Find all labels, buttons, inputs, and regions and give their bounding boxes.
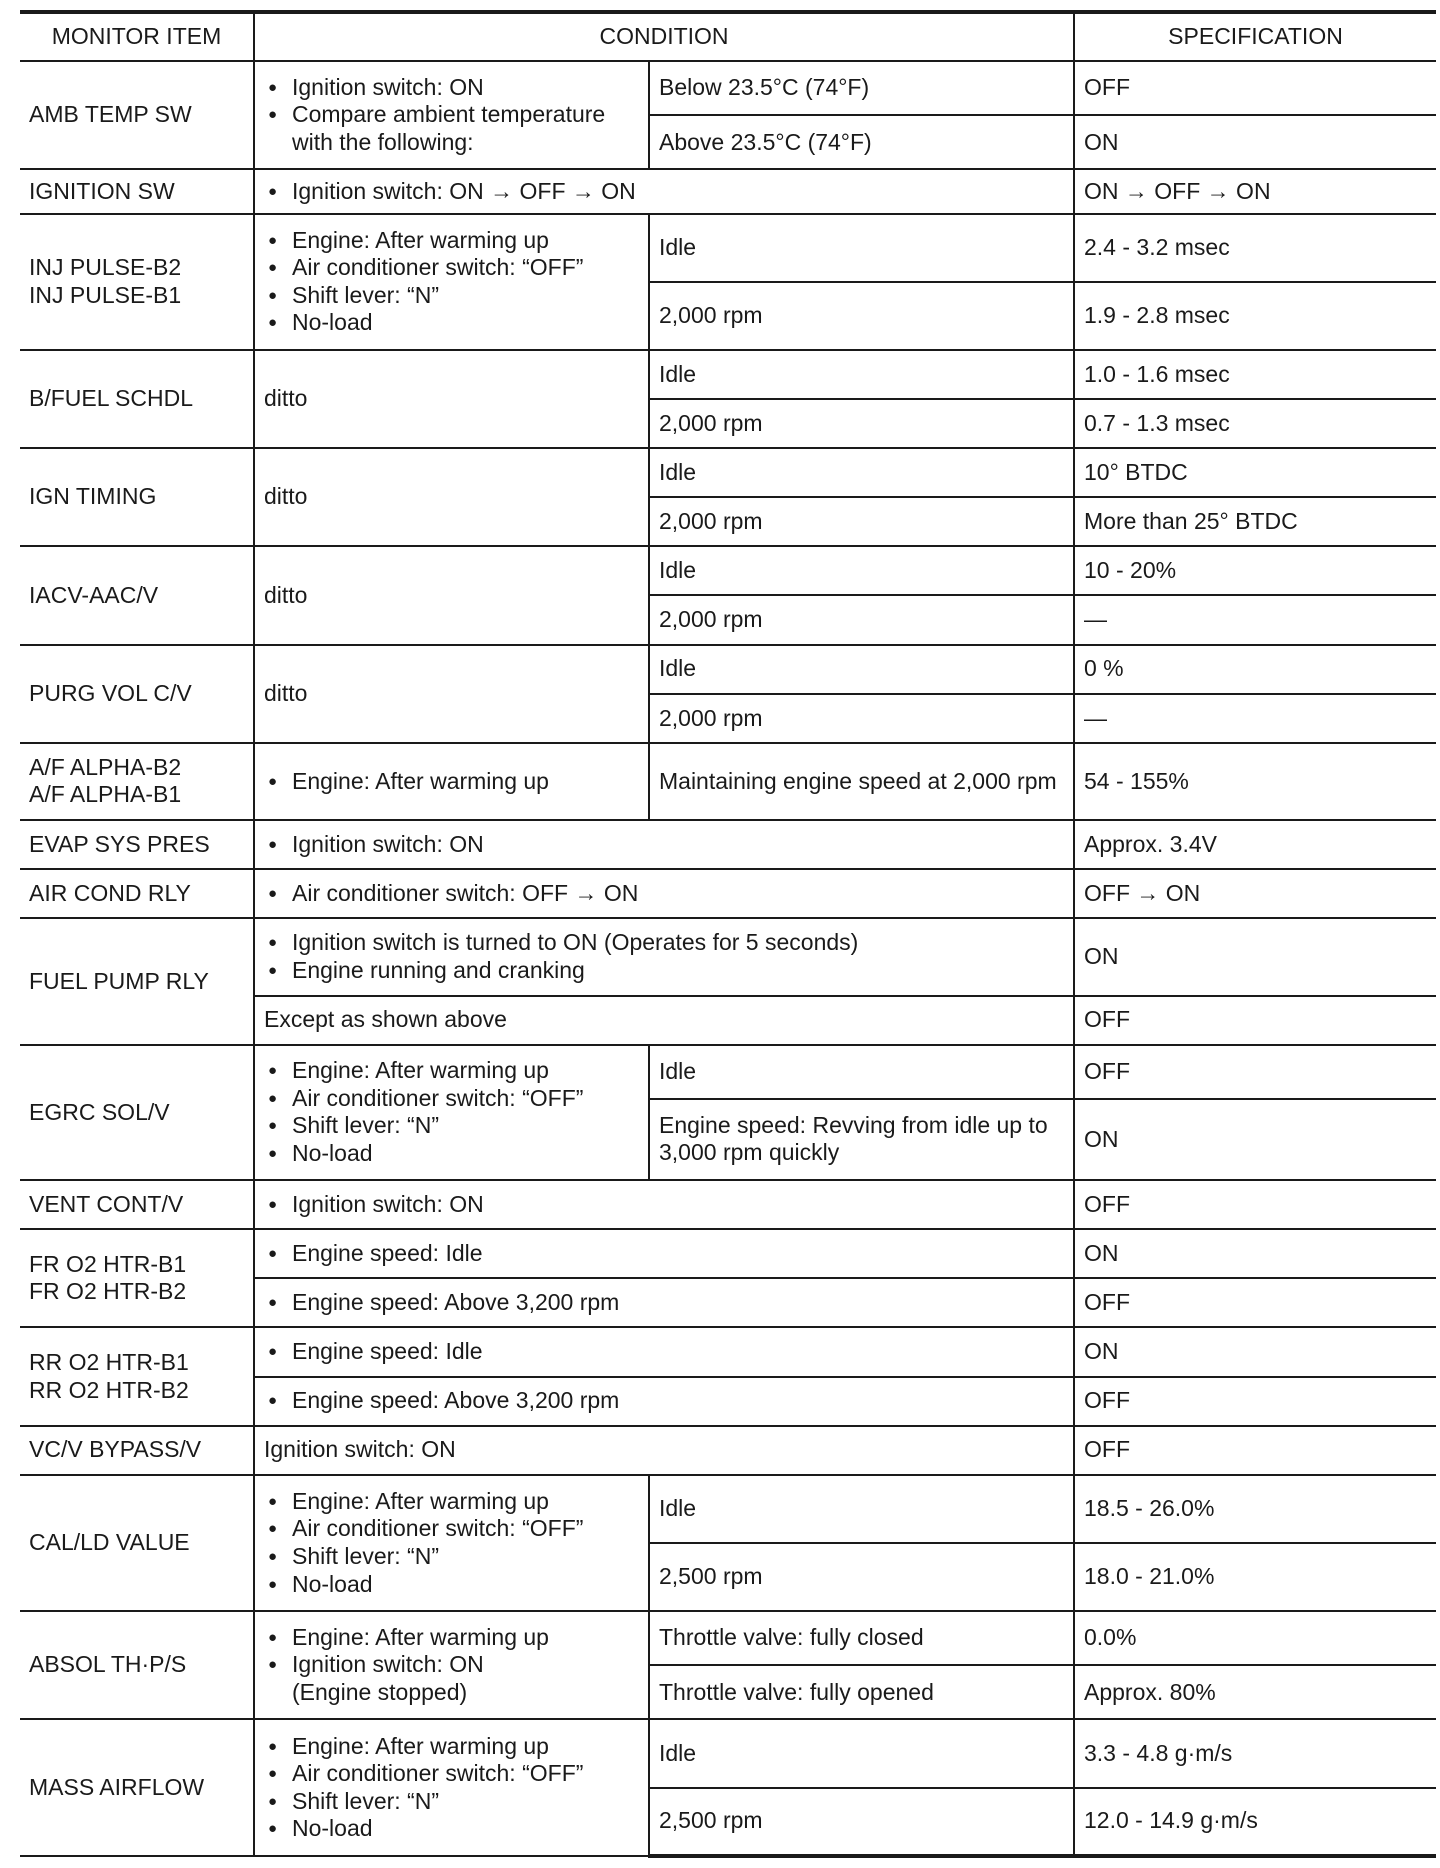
table-row (20, 350, 1436, 399)
monitor-item-line: FR O2 HTR-B1 (29, 1250, 187, 1277)
condition-line: ● Ignition switch: ON → OFF → ON (264, 178, 1064, 206)
header-condition: CONDITION (254, 12, 1074, 61)
condition-line: ● Engine speed: Above 3,200 rpm (264, 1387, 1064, 1415)
monitor-item: EVAP SYS PRES (20, 820, 254, 869)
condition-line: ● Ignition switch: ON (264, 831, 1064, 859)
condition-cell (254, 214, 649, 350)
condition-cell (254, 1327, 1074, 1376)
condition-ditto: ditto (254, 448, 649, 546)
monitor-item (20, 743, 254, 820)
condition-line: ● Engine: After warming up (264, 1624, 639, 1652)
monitor-item: IGN TIMING (20, 448, 254, 546)
monitor-item: EGRC SOL/V (20, 1045, 254, 1180)
sub-condition: 2,000 rpm (649, 282, 1074, 350)
specification: OFF (1074, 1180, 1436, 1229)
specification: OFF → ON (1074, 869, 1436, 918)
condition-cell (254, 869, 1074, 918)
table-row (20, 61, 1436, 115)
condition-cell (254, 743, 649, 820)
condition-line: ● Shift lever: “N” (264, 1112, 639, 1140)
condition-ditto: ditto (254, 645, 649, 743)
specification: Approx. 80% (1074, 1665, 1436, 1719)
condition-line: ● Engine speed: Idle (264, 1338, 1064, 1366)
condition-cell (254, 1377, 1074, 1426)
specification: 10° BTDC (1074, 448, 1436, 497)
condition-line: ● Ignition switch: ON (264, 74, 639, 102)
sub-condition: Idle (649, 645, 1074, 694)
table-row (20, 1475, 1436, 1543)
condition-cell (254, 169, 1074, 213)
specification: 54 - 155% (1074, 743, 1436, 820)
specification: ON (1074, 1229, 1436, 1278)
monitor-item-table (20, 10, 1436, 1858)
condition-cell (254, 820, 1074, 869)
condition-line: ● Shift lever: “N” (264, 1543, 639, 1571)
table-row (20, 918, 1436, 995)
monitor-item-line: A/F ALPHA-B2 (29, 753, 182, 780)
monitor-item-line: INJ PULSE-B1 (29, 281, 182, 308)
condition-line: ● Shift lever: “N” (264, 282, 639, 310)
condition-line: ● No-load (264, 1815, 639, 1843)
condition-cell (254, 1278, 1074, 1327)
table-row (20, 820, 1436, 869)
monitor-item: VC/V BYPASS/V (20, 1426, 254, 1475)
sub-condition: Idle (649, 350, 1074, 399)
sub-condition: Idle (649, 214, 1074, 282)
specification: 18.0 - 21.0% (1074, 1543, 1436, 1611)
condition-line: ● Ignition switch is turned to ON (Operates for 5 seconds) (264, 929, 1064, 957)
table-row (20, 1045, 1436, 1099)
monitor-item: CAL/LD VALUE (20, 1475, 254, 1611)
specification: 18.5 - 26.0% (1074, 1475, 1436, 1543)
condition-line: ● Engine: After warming up (264, 1733, 639, 1761)
sub-condition: Idle (649, 546, 1074, 595)
condition-line: ● Engine running and cranking (264, 957, 1064, 985)
monitor-item: FUEL PUMP RLY (20, 918, 254, 1044)
sub-condition: 2,000 rpm (649, 497, 1074, 546)
monitor-item: B/FUEL SCHDL (20, 350, 254, 448)
condition-line: with the following: (292, 129, 474, 156)
table-row (20, 1426, 1436, 1475)
specification: OFF (1074, 1278, 1436, 1327)
specification: — (1074, 595, 1436, 644)
specification: ON (1074, 1099, 1436, 1180)
table-row (20, 1719, 1436, 1787)
monitor-item (20, 1327, 254, 1425)
specification: OFF (1074, 996, 1436, 1045)
condition-ditto: ditto (254, 546, 649, 644)
sub-condition: 2,500 rpm (649, 1543, 1074, 1611)
sub-condition: 2,500 rpm (649, 1788, 1074, 1856)
specification: 12.0 - 14.9 g·m/s (1074, 1788, 1436, 1856)
sub-condition: 2,000 rpm (649, 595, 1074, 644)
condition-line: ● Ignition switch: ON (264, 1651, 639, 1679)
condition-line: ● Engine speed: Above 3,200 rpm (264, 1289, 1064, 1317)
specification: OFF (1074, 61, 1436, 115)
monitor-item-line: A/F ALPHA-B1 (29, 781, 182, 808)
condition-line: ● Air conditioner switch: “OFF” (264, 1085, 639, 1113)
sub-condition: 2,000 rpm (649, 694, 1074, 743)
header-specification: SPECIFICATION (1074, 12, 1436, 61)
specification: OFF (1074, 1426, 1436, 1475)
table-row (20, 214, 1436, 282)
specification: 0.7 - 1.3 msec (1074, 399, 1436, 448)
sub-condition: Throttle valve: fully opened (649, 1665, 1074, 1719)
table-row (20, 1611, 1436, 1665)
monitor-item: AIR COND RLY (20, 869, 254, 918)
condition-line: ● Air conditioner switch: “OFF” (264, 1515, 639, 1543)
monitor-item-line: RR O2 HTR-B1 (29, 1348, 189, 1375)
sub-condition: Idle (649, 448, 1074, 497)
specification: ON (1074, 918, 1436, 995)
condition-line: ● No-load (264, 1571, 639, 1599)
condition-line: ● Air conditioner switch: OFF → ON (264, 880, 1064, 908)
condition-line: ● Shift lever: “N” (264, 1788, 639, 1816)
sub-condition: Above 23.5°C (74°F) (649, 115, 1074, 169)
condition-line: ● Ignition switch: ON (264, 1191, 1064, 1219)
condition-line: ● No-load (264, 1140, 639, 1168)
specification: 2.4 - 3.2 msec (1074, 214, 1436, 282)
monitor-item (20, 1229, 254, 1327)
condition-cell (254, 1611, 649, 1719)
monitor-item: PURG VOL C/V (20, 645, 254, 743)
sub-condition: Throttle valve: fully closed (649, 1611, 1074, 1665)
table-row (20, 645, 1436, 694)
condition-line: ● Air conditioner switch: “OFF” (264, 254, 639, 282)
specification: 0.0% (1074, 1611, 1436, 1665)
condition-cell (254, 61, 649, 169)
table-row (20, 448, 1436, 497)
sub-condition: Engine speed: Revving from idle up to 3,000 rpm quickly (649, 1099, 1074, 1180)
condition-line: ● Compare ambient temperature (264, 101, 639, 129)
condition-line: ● Engine: After warming up (264, 768, 639, 796)
sub-condition: Maintaining engine speed at 2,000 rpm (649, 743, 1074, 820)
table-row (20, 743, 1436, 820)
sub-condition: Idle (649, 1045, 1074, 1099)
condition-line: ● Engine: After warming up (264, 1488, 639, 1516)
condition-ditto: ditto (254, 350, 649, 448)
sub-condition: Idle (649, 1475, 1074, 1543)
condition-line: (Engine stopped) (292, 1679, 468, 1706)
condition-line: ● Engine: After warming up (264, 227, 639, 255)
condition-line: ● Air conditioner switch: “OFF” (264, 1760, 639, 1788)
table-row (20, 546, 1436, 595)
specification: ON → OFF → ON (1074, 169, 1436, 213)
sub-condition: Below 23.5°C (74°F) (649, 61, 1074, 115)
monitor-item: AMB TEMP SW (20, 61, 254, 169)
specification: — (1074, 694, 1436, 743)
specification: Approx. 3.4V (1074, 820, 1436, 869)
monitor-item: MASS AIRFLOW (20, 1719, 254, 1856)
table-row (20, 869, 1436, 918)
monitor-item-line: INJ PULSE-B2 (29, 254, 182, 281)
monitor-item: IACV-AAC/V (20, 546, 254, 644)
specification: 1.9 - 2.8 msec (1074, 282, 1436, 350)
monitor-item-line: FR O2 HTR-B2 (29, 1278, 187, 1305)
condition-line: ● No-load (264, 309, 639, 337)
specification: 0 % (1074, 645, 1436, 694)
header-row (20, 12, 1436, 61)
table-row (20, 169, 1436, 213)
sub-condition: 2,000 rpm (649, 399, 1074, 448)
specification: 3.3 - 4.8 g·m/s (1074, 1719, 1436, 1787)
condition-cell (254, 1719, 649, 1856)
condition-line: ● Engine: After warming up (264, 1057, 639, 1085)
condition-cell (254, 1475, 649, 1611)
sub-condition: Idle (649, 1719, 1074, 1787)
condition-line: ● Engine speed: Idle (264, 1240, 1064, 1268)
specification: ON (1074, 1327, 1436, 1376)
condition-cell (254, 1045, 649, 1180)
specification: More than 25° BTDC (1074, 497, 1436, 546)
specification: ON (1074, 115, 1436, 169)
condition-cell: Ignition switch: ON (254, 1426, 1074, 1475)
specification: 10 - 20% (1074, 546, 1436, 595)
monitor-item (20, 214, 254, 350)
condition-cell (254, 918, 1074, 995)
specification: OFF (1074, 1377, 1436, 1426)
monitor-item-line: RR O2 HTR-B2 (29, 1376, 189, 1403)
specification: 1.0 - 1.6 msec (1074, 350, 1436, 399)
monitor-item: VENT CONT/V (20, 1180, 254, 1229)
table-row (20, 1327, 1436, 1376)
monitor-item: ABSOL TH·P/S (20, 1611, 254, 1719)
monitor-item: IGNITION SW (20, 169, 254, 213)
condition-cell (254, 1229, 1074, 1278)
condition-cell (254, 1180, 1074, 1229)
specification: OFF (1074, 1045, 1436, 1099)
condition-cell: Except as shown above (254, 996, 1074, 1045)
table-row (20, 1180, 1436, 1229)
table-row (20, 1229, 1436, 1278)
header-monitor-item: MONITOR ITEM (20, 12, 254, 61)
